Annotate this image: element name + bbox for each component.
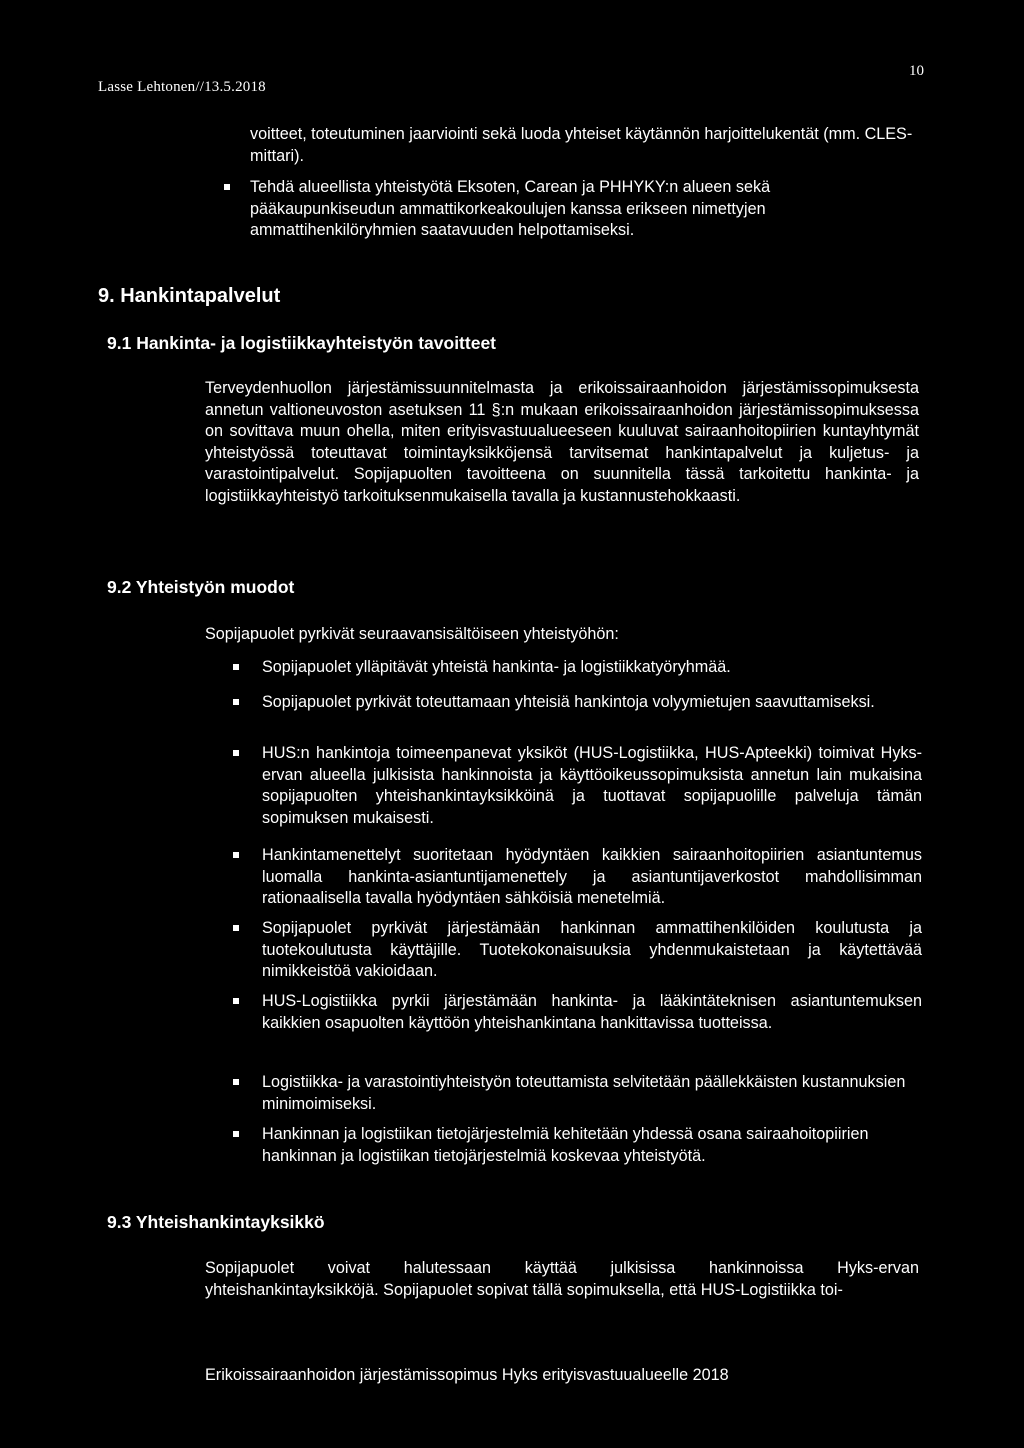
- intro-bullet-text: Tehdä alueellista yhteistyötä Eksoten, Carean ja PHHYKY:n alueen sekä pääkaupunkiseudun ammattikorkeakoulujen kanssa erikseen nimettyjen ammattihenkilöryhmien saatavuuden helpottamiseksi.: [250, 178, 771, 239]
- bullet-marker: [233, 1079, 239, 1085]
- list-item: Sopijapuolet pyrkivät järjestämään hankinnan ammattihenkilöiden koulutusta ja tuotekoulutusta käyttäjille. Tuotekokonaisuuksia yhdenmukaistetaan ja käytettävää nimikkeistöä vakioidaan.: [262, 919, 922, 980]
- bullet-marker: [233, 664, 239, 670]
- bullet-marker: [233, 699, 239, 705]
- paragraph-9-2-intro: Sopijapuolet pyrkivät seuraavansisältöiseen yhteistyöhön:: [205, 625, 619, 643]
- section-heading: 9. Hankintapalvelut: [98, 285, 281, 307]
- list-item: HUS-Logistiikka pyrkii järjestämään hankinta- ja lääkintäteknisen asiantuntemuksen kaikkien osapuolten käyttöön yhteishankintana hankittavissa tuotteissa.: [262, 992, 922, 1032]
- list-item: Logistiikka- ja varastointiyhteistyön toteuttamista selvitetään päällekkäisten kustannuksien minimoimiseksi.: [262, 1073, 906, 1113]
- subsection-heading-9-2: 9.2 Yhteistyön muodot: [107, 577, 295, 597]
- subsection-heading-9-1: 9.1 Hankinta- ja logistiikkayhteistyön tavoitteet: [107, 333, 496, 353]
- bullet-marker: [233, 1131, 239, 1137]
- list-item: Sopijapuolet pyrkivät toteuttamaan yhteisiä hankintoja volyymietujen saavuttamiseksi.: [262, 693, 875, 711]
- bullet-marker: [233, 750, 239, 756]
- list-item: Hankinnan ja logistiikan tietojärjestelmiä kehitetään yhdessä osana sairaahoitopiirien hankinnan ja logistiikan tietojärjestelmiä koskevaa yhteistyötä.: [262, 1125, 869, 1165]
- bullet-marker: [233, 998, 239, 1004]
- intro-continuation: voitteet, toteutuminen jaarviointi sekä luoda yhteiset käytännön harjoittelukentät (mm. CLES- mittari).: [250, 125, 913, 165]
- bullet-marker: [224, 184, 230, 190]
- list-item: Hankintamenettelyt suoritetaan hyödyntäen kaikkien sairaanhoitopiirien asiantuntemus luomalla hankinta-asiantuntijamenettely ja asiantuntijaverkostot mahdollisimman rationaalisella tavalla hyödyntäen sähköisiä menetelmiä.: [262, 846, 922, 907]
- bullet-marker: [233, 852, 239, 858]
- page-number: 10: [909, 63, 924, 79]
- bullet-marker: [233, 925, 239, 931]
- list-item: HUS:n hankintoja toimeenpanevat yksiköt (HUS-Logistiikka, HUS-Apteekki) toimivat Hyks-ervan alueella julkisista hankinnoista ja käyttöoikeussopimuksista annetun lain mukaisina sopijapuolten yhteishankintayksikköinä ja tuottavat sopijapuolille palveluja tämän sopimuksen mukaisesti.: [262, 744, 922, 827]
- list-item: Sopijapuolet ylläpitävät yhteistä hankinta- ja logistiikkatyöryhmää.: [262, 658, 731, 676]
- paragraph-9-3: Sopijapuolet voivat halutessaan käyttää julkisissa hankinnoissa Hyks-ervan yhteishankintayksikköjä. Sopijapuolet sopivat tällä sopimuksella, että HUS-Logistiikka toi-: [205, 1259, 919, 1299]
- paragraph-9-1: Terveydenhuollon järjestämissuunnitelmasta ja erikoissairaanhoidon järjestämissopimuksesta annetun valtioneuvoston asetuksen 11 §:n mukaan erikoissairaanhoidon järjestämissopimuksessa on sovittava muun ohella, miten erityisvastuualueeseen kuuluvat sairaanhoitopiirien kuntayhtymät yhteistyössä toteuttavat toimintayksikköjensä tarvitsemat hankintapalvelut ja kuljetus- ja varastointipalvelut. Sopijapuolten tavoitteena on suunnitella tässä tarkoitettu hankinta- ja logistiikkayhteistyö tarkoituksenmukaisella tavalla ja kustannustehokkaasti.: [205, 379, 919, 505]
- header-author-date: Lasse Lehtonen//13.5.2018: [98, 79, 266, 95]
- subsection-heading-9-3: 9.3 Yhteishankintayksikkö: [107, 1212, 325, 1232]
- page-footer: Erikoissairaanhoidon järjestämissopimus Hyks erityisvastuualueelle 2018: [205, 1366, 729, 1384]
